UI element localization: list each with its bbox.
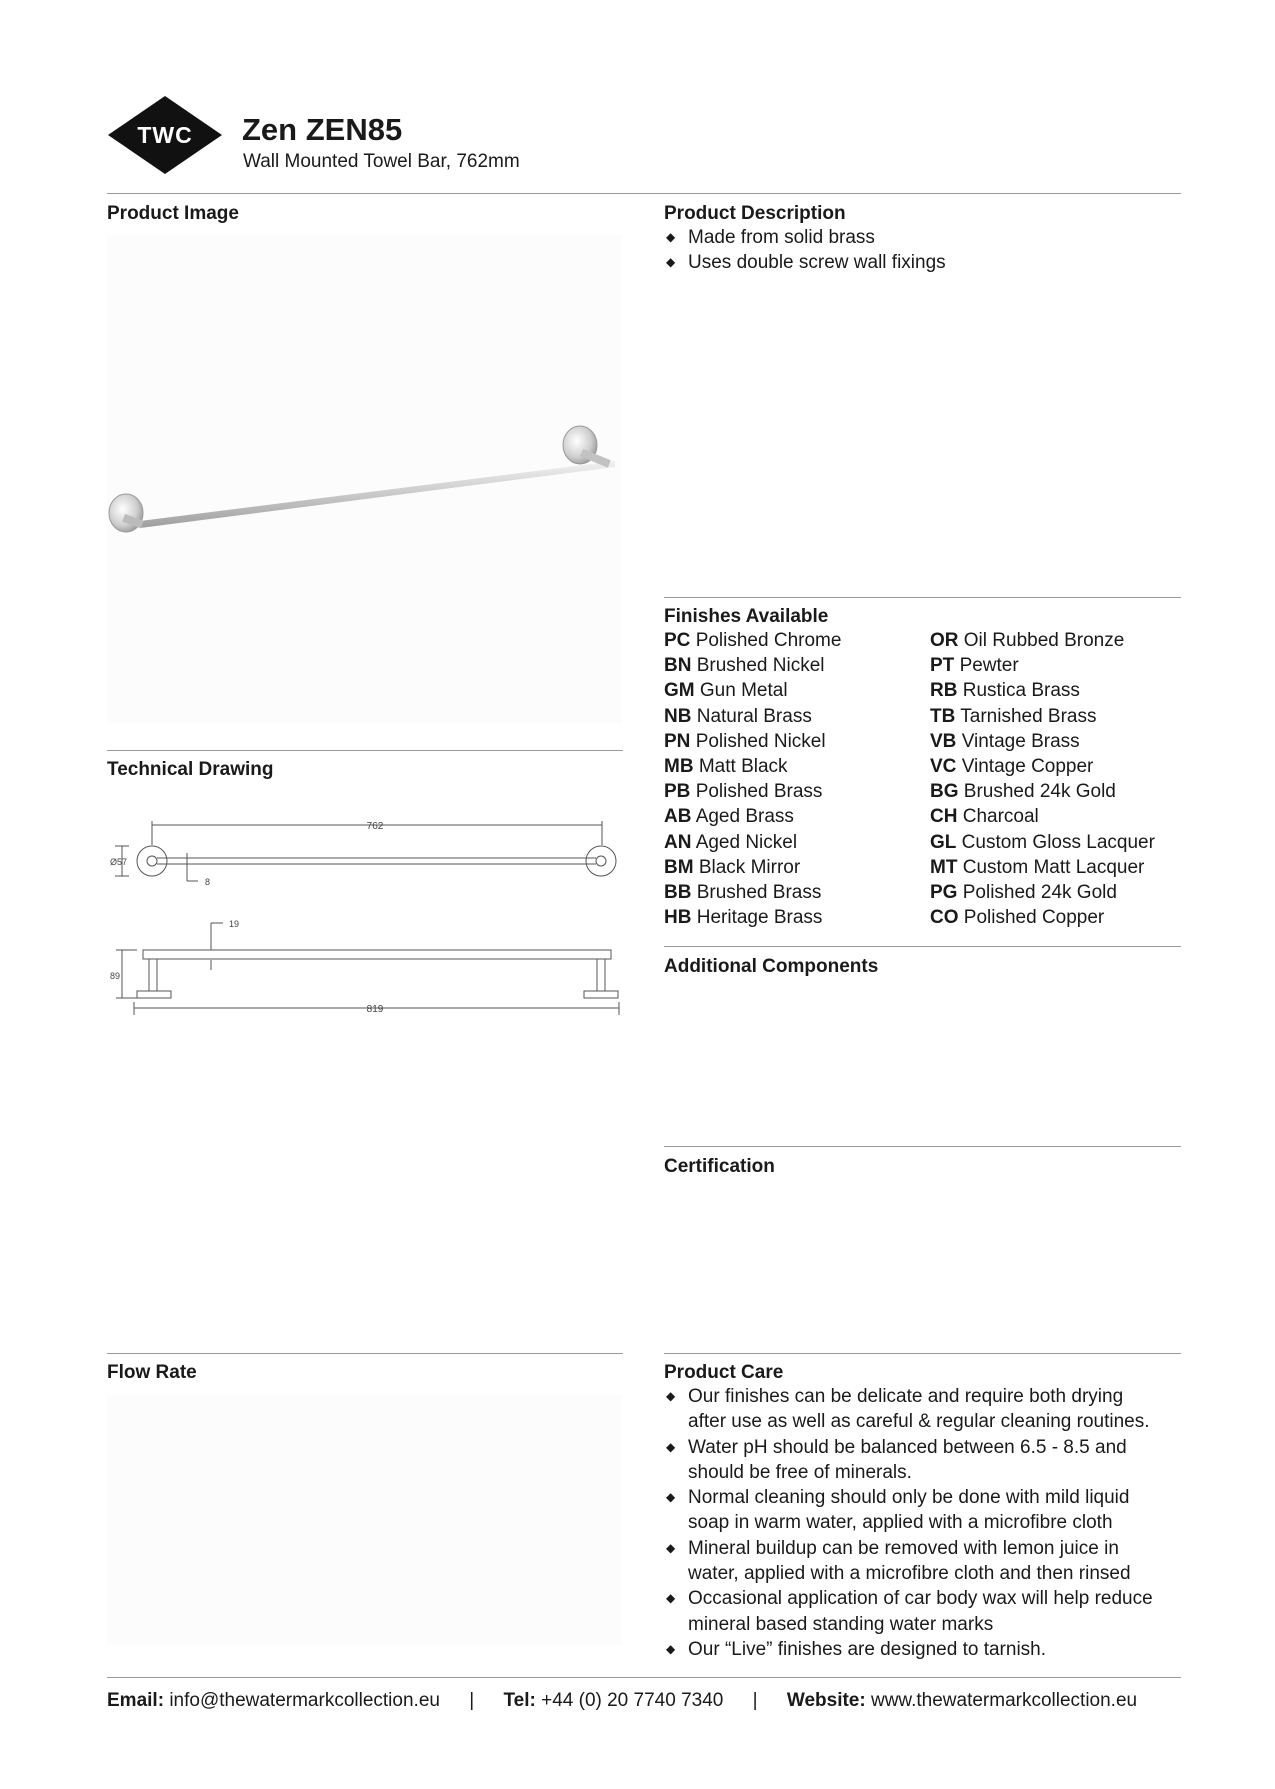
finish-item: VB Vintage Brass bbox=[930, 730, 1080, 752]
finish-item: RB Rustica Brass bbox=[930, 680, 1080, 702]
finish-item: VC Vintage Copper bbox=[930, 756, 1094, 778]
bullet-diamond-icon: ◆ bbox=[666, 1389, 676, 1403]
finish-item: PC Polished Chrome bbox=[664, 630, 842, 651]
product-description-heading: Product Description bbox=[664, 203, 846, 224]
footer-divider bbox=[107, 1677, 1181, 1678]
twc-logo bbox=[106, 95, 224, 175]
finishes-right-column bbox=[930, 628, 1155, 930]
footer-contact bbox=[107, 1690, 1137, 1712]
finish-item: BB Brushed Brass bbox=[664, 882, 822, 904]
finish-item: PG Polished 24k Gold bbox=[930, 882, 1117, 904]
logo-text: TWC bbox=[137, 122, 193, 148]
header-divider bbox=[107, 193, 1181, 194]
list-item: ◆ Our finishes can be delicate and require both drying after use as well as careful & regular cleaning routines. bbox=[666, 1386, 1150, 1433]
footer-separator: | bbox=[752, 1690, 758, 1711]
right-divider-4 bbox=[664, 1353, 1181, 1354]
list-item: ◆ Occasional application of car body wax will help reduce mineral based standing water marks bbox=[666, 1588, 1153, 1635]
page-subtitle: Wall Mounted Towel Bar, 762mm bbox=[243, 151, 520, 172]
right-divider-1 bbox=[664, 597, 1181, 598]
tel-link[interactable]: +44 (0) 20 7740 7340 bbox=[541, 1690, 724, 1711]
bullet-diamond-icon: ◆ bbox=[666, 1641, 676, 1656]
bullet-diamond-icon: ◆ bbox=[666, 1439, 676, 1454]
email-link[interactable]: info@thewatermarkcollection.eu bbox=[169, 1690, 440, 1711]
finishes-heading: Finishes Available bbox=[664, 606, 829, 627]
technical-drawing-heading: Technical Drawing bbox=[107, 759, 274, 780]
finish-item: MT Custom Matt Lacquer bbox=[930, 856, 1145, 878]
finish-item: NB Natural Brass bbox=[664, 705, 812, 727]
flow-rate-panel bbox=[107, 1395, 622, 1645]
bullet-diamond-icon: ◆ bbox=[666, 230, 676, 244]
website-link[interactable]: www.thewatermarkcollection.eu bbox=[870, 1690, 1138, 1711]
dim-length: 762 bbox=[366, 821, 384, 832]
finish-item: CO Polished Copper bbox=[930, 907, 1105, 929]
finish-item: BN Brushed Nickel bbox=[664, 655, 825, 677]
page-title: Zen ZEN85 bbox=[242, 112, 403, 147]
list-item: ◆ Our “Live” finishes are designed to tarnish. bbox=[664, 1637, 1184, 1662]
footer-separator: | bbox=[469, 1690, 475, 1711]
list-item-text: Made from solid brass bbox=[688, 227, 875, 248]
bullet-diamond-icon: ◆ bbox=[666, 1490, 676, 1505]
finish-item: AN Aged Nickel bbox=[664, 831, 798, 853]
finish-item: AB Aged Brass bbox=[664, 806, 794, 828]
finishes-left-column bbox=[664, 628, 841, 930]
technical-drawing bbox=[107, 815, 627, 1020]
dim-diameter: Ø57 bbox=[110, 857, 128, 867]
flow-rate-heading: Flow Rate bbox=[107, 1362, 197, 1383]
dim-overall: 819 bbox=[366, 1004, 384, 1015]
finish-item: OR Oil Rubbed Bronze bbox=[930, 630, 1125, 651]
website-label: Website: bbox=[786, 1690, 866, 1711]
tel-label: Tel: bbox=[503, 1690, 536, 1711]
finish-item: MB Matt Black bbox=[664, 756, 788, 778]
finish-item: PB Polished Brass bbox=[664, 781, 823, 803]
email-label: Email: bbox=[107, 1690, 165, 1711]
finish-item: HB Heritage Brass bbox=[664, 907, 823, 929]
finish-item: PN Polished Nickel bbox=[664, 730, 826, 752]
list-item: ◆ Mineral buildup can be removed with lemon juice in water, applied with a microfibre cloth and then rinsed bbox=[666, 1537, 1131, 1585]
list-item: ◆ Water pH should be balanced between 6.5 - 8.5 and should be free of minerals. bbox=[666, 1436, 1127, 1483]
finish-item: TB Tarnished Brass bbox=[930, 705, 1097, 727]
finish-item: BM Black Mirror bbox=[664, 856, 801, 878]
right-divider-3 bbox=[664, 1146, 1181, 1147]
finish-item: BG Brushed 24k Gold bbox=[930, 781, 1116, 803]
additional-components-heading: Additional Components bbox=[664, 956, 879, 977]
dim-height: 89 bbox=[110, 971, 121, 981]
list-item bbox=[664, 225, 1184, 250]
finish-item: PT Pewter bbox=[930, 655, 1019, 677]
list-item: ◆ Normal cleaning should only be done with mild liquid soap in warm water, applied with a microfibre cloth bbox=[666, 1487, 1130, 1534]
left-divider-1 bbox=[107, 750, 623, 751]
finish-item: GL Custom Gloss Lacquer bbox=[930, 831, 1155, 853]
dim-offset: 19 bbox=[229, 919, 240, 929]
finish-item: GM Gun Metal bbox=[664, 680, 788, 702]
product-care-heading: Product Care bbox=[664, 1362, 784, 1383]
dim-bar: 8 bbox=[205, 877, 211, 887]
right-divider-2 bbox=[664, 946, 1181, 947]
product-care-list bbox=[664, 1384, 1184, 1662]
list-item-text: Uses double screw wall fixings bbox=[688, 252, 946, 274]
left-divider-2 bbox=[107, 1353, 623, 1354]
bullet-diamond-icon: ◆ bbox=[666, 255, 676, 270]
bullet-diamond-icon: ◆ bbox=[666, 1540, 676, 1555]
finish-item: CH Charcoal bbox=[930, 806, 1039, 828]
product-image-heading: Product Image bbox=[107, 203, 239, 224]
list-item bbox=[664, 250, 1184, 275]
product-image bbox=[107, 235, 622, 723]
bullet-diamond-icon: ◆ bbox=[666, 1591, 676, 1606]
product-description-list bbox=[664, 225, 1184, 276]
certification-heading: Certification bbox=[664, 1156, 775, 1177]
